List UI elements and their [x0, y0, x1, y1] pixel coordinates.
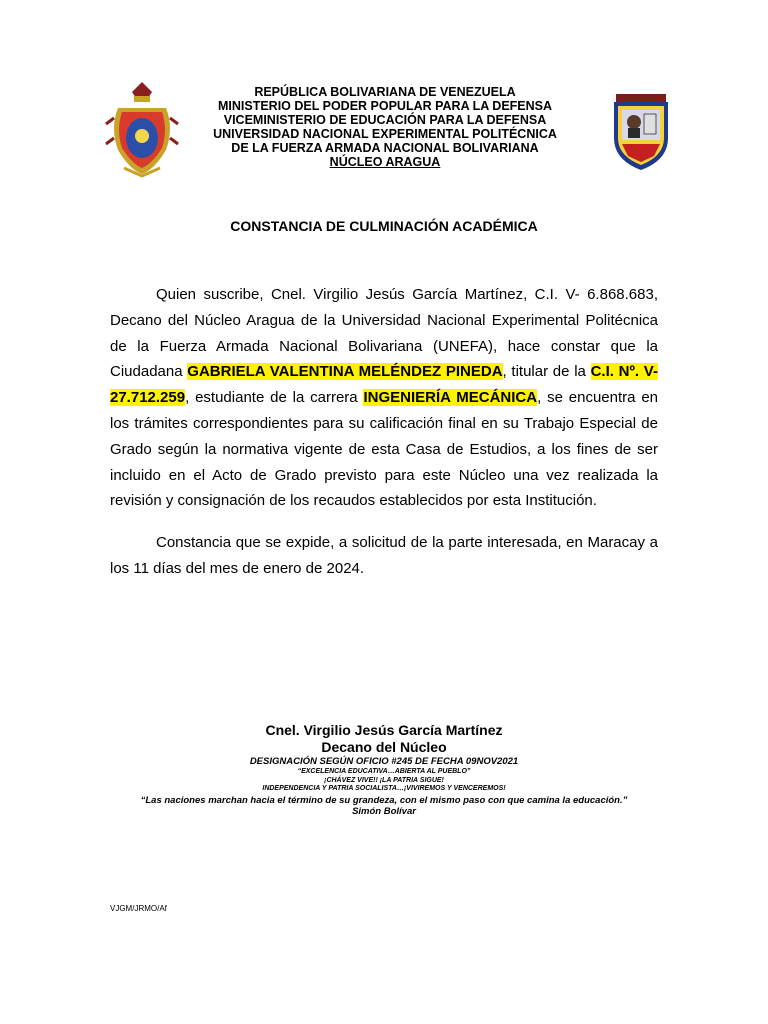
body-paragraph-1 — [110, 282, 658, 514]
coat-of-arms-icon — [104, 78, 180, 178]
header-line: VICEMINISTERIO DE EDUCACIÓN PARA LA DEFENSA — [223, 113, 547, 127]
header-line: MINISTERIO DEL PODER POPULAR PARA LA DEFENSA — [217, 99, 553, 113]
body-text-segment: , titular de la — [502, 363, 591, 381]
body-paragraph-2: Constancia que se expide, a solicitud de la parte interesada, en Maracay a los 11 días del mes de enero de 2024. — [110, 534, 658, 577]
header-line: DE LA FUERZA ARMADA NACIONAL BOLIVARIANA — [231, 141, 539, 155]
quote-author: Simón Bolívar — [352, 805, 416, 817]
bolivar-quote: “Las naciones marchan hacia el término de su grandeza, con el mismo paso con que camina la educación.” — [140, 794, 628, 806]
body-text-segment: , se encuentra en los trámites correspondientes para su calificación final en su Trabajo Especial de Grado según la normativa vigente de esta Casa de Estudios, a los fines de ser incluido en el Acto de Grado previsto para este Núcleo una vez realizada la revisión y consignación de los recaudos establecidos por esta Institución. — [110, 389, 659, 510]
body-text-segment: Quien suscribe, Cnel. Virgilio Jesús García Martínez, C.I. V- 6.868.683, Decano del Núcleo Aragua de la Universidad Nacional Experimental Politécnica de la Fuerza Armada Nacional Bolivariana (UNEFA), hace constar que la Ciudadana — [110, 286, 658, 381]
signature-block — [0, 722, 768, 817]
header-line: REPÚBLICA BOLIVARIANA DE VENEZUELA — [254, 85, 516, 99]
document-body — [110, 282, 658, 582]
motto-line: INDEPENDENCIA Y PATRIA SOCIALISTA…¡VIVIREMOS Y VENCEREMOS! — [262, 785, 506, 792]
header-nucleo: NÚCLEO ARAGUA — [329, 155, 441, 169]
institution-header — [190, 85, 580, 169]
unefa-shield-icon — [610, 92, 672, 172]
signatory-role: Decano del Núcleo — [321, 739, 447, 755]
signatory-name: Cnel. Virgilio Jesús García Martínez — [265, 722, 503, 738]
document-title: CONSTANCIA DE CULMINACIÓN ACADÉMICA — [230, 218, 538, 234]
student-ci: C.I. Nº. V- 27.712.259 — [110, 363, 658, 407]
header-line: UNIVERSIDAD NACIONAL EXPERIMENTAL POLITÉCNICA — [213, 127, 557, 141]
motto-line: “EXCELENCIA EDUCATIVA…ABIERTA AL PUEBLO” — [297, 768, 471, 775]
career-name: INGENIERÍA MECÁNICA — [363, 389, 538, 407]
reference-code: VJGM/JRMO/Af — [110, 904, 167, 913]
motto-line: ¡CHÁVEZ VIVE!! ¡LA PATRIA SIGUE! — [324, 776, 444, 784]
student-name: GABRIELA VALENTINA MELÉNDEZ PINEDA — [187, 363, 503, 381]
body-text-segment: , estudiante de la carrera — [185, 389, 364, 407]
designation-line: DESIGNACIÓN SEGÚN OFICIO #245 DE FECHA 09NOV2021 — [249, 756, 519, 767]
